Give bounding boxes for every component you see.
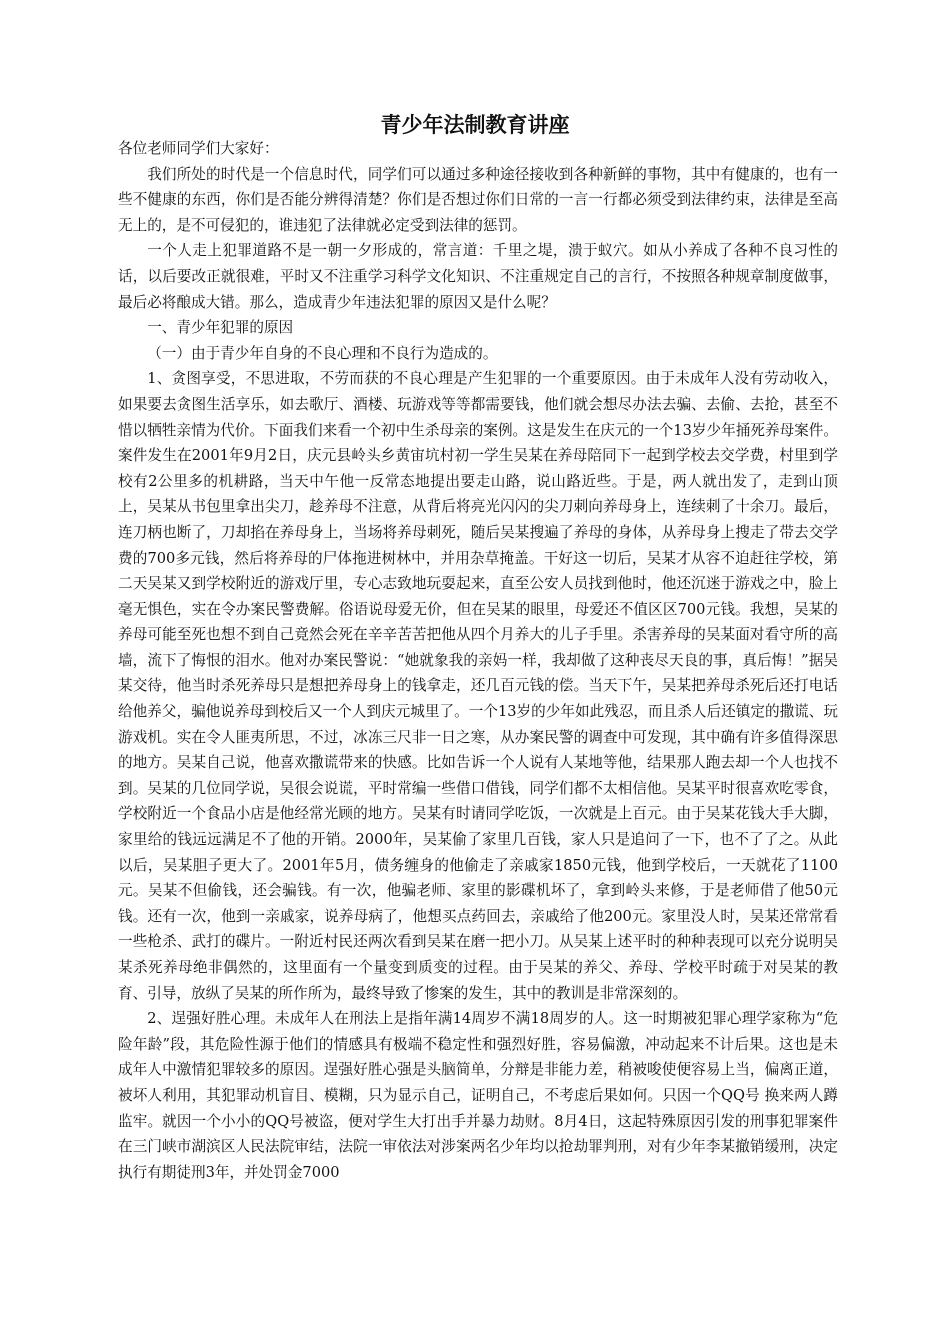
section-heading: 一、青少年犯罪的原因 [147,319,294,337]
subsection-heading: （一）由于青少年自身的不良心理和不良行为造成的。 [147,344,498,362]
paragraph-intro: 我们所处的时代是一个信息时代，同学们可以通过多种途径接收到各种新鲜的事物，其中有健康的，也有一些不健康的东西，你们是否能分辨得清楚？你们是否想过你们日常的一言一行都必须受到法律约束，法律是至高无上的，是不可侵犯的，谁违犯了法律就必定受到法律的惩罚。 [118,165,838,234]
document-title: 青少年法制教育讲座 [380,112,570,137]
document-body [118,136,838,1185]
paragraph-point-2: 2、逞强好胜心理。未成年人在刑法上是指年满14周岁不满18周岁的人。这一时期被犯罪心理学家称为“危险年龄”段，其危险性源于他们的情感具有极端不稳定性和强烈好胜，容易偏激，冲动起来不计后果。这也是未成年人中激情犯罪较多的原因。逞强好胜心强是头脑简单，分辩是非能力差，稍被唆使便容易上当，偏离正道，被坏人利用，其犯罪动机盲目、模糊，只为显示自己，证明自己，不考虑后果如何。只因一个QQ号 换来两人蹲监牢。就因一个小小的QQ号被盗，便对学生大打出手并暴力劫财。8月4日，这起特殊原因引发的刑事犯罪案件在三门峡市湖滨区人民法院审结，法院一审依法对涉案两名少年均以抢劫罪判刑，对有少年李某撤销缓刑，决定执行有期徒刑3年，并处罚金7000 [118,1010,838,1181]
paragraph-point-1: 1、贪图享受，不思进取，不劳而获的不良心理是产生犯罪的一个重要原因。由于未成年人没有劳动收入，如果要去贪图生活享乐，如去歌厅、酒楼、玩游戏等等都需要钱，他们就会想尽办法去骗、去偷、去抢，甚至不惜以牺牲亲情为代价。下面我们来看一个初中生杀母亲的案例。这是发生在庆元的一个13岁少年捅死养母案件。案件发生在2001年9月2日，庆元县岭头乡黄宙坑村初一学生吴某在养母陪同下一起到学校去交学费，村里到学校有2公里多的机耕路，当天中午他一反常态地提出要走山路，说山路近些。于是，两人就出发了，走到山顶上，吴某从书包里拿出尖刀，趁养母不注意，从背后将亮光闪闪的尖刀刺向养母身上，连续刺了十余刀。最后，连刀柄也断了，刀却掐在养母身上，当场将养母刺死，随后吴某搜遍了养母的身体，从养母身上搜走了带去交学费的700多元钱，然后将养母的尸体拖进树林中，并用杂草掩盖。干好这一切后，吴某才从容不迫赶往学校，第二天吴某又到学校附近的游戏厅里，专心志致地玩耍起来，直至公安人员找到他时，他还沉迷于游戏之中，脸上毫无惧色，实在令办案民警费解。俗语说母爱无价，但在吴某的眼里，母爱还不值区区700元钱。我想，吴某的养母可能至死也想不到自己竟然会死在辛辛苦苦把他从四个月养大的儿子手里。杀害养母的吴某面对看守所的高墙，流下了悔恨的泪水。他对办案民警说：“她就象我的亲妈一样，我却做了这种丧尽天良的事，真后悔！”据吴某交待，他当时杀死养母只是想把养母身上的钱拿走，还几百元钱的偿。当天下午，吴某把养母杀死后还打电话给他养父，骗他说养母到校后又一个人到庆元城里了。一个13岁的少年如此残忍，而且杀人后还镇定的撒谎、玩游戏机。实在令人匪夷所思，不过，冰冻三尺非一日之寒，从办案民警的调查中可发现，其中确有许多值得深思的地方。吴某自己说，他喜欢撒谎带来的快感。比如告诉一个人说有人某地等他，结果那人跑去却一个人也找不到。吴某的几位同学说，吴很会说谎，平时常编一些借口借钱，同学们都不太相信他。吴某平时很喜欢吃零食，学校附近一个食品小店是他经常光顾的地方。吴某有时请同学吃饭，一次就是上百元。由于吴某花钱大手大脚，家里给的钱远远满足不了他的开销。2000年，吴某偷了家里几百钱，家人只是追问了一下，也不了了之。从此以后，吴某胆子更大了。2001年5月，债务缠身的他偷走了亲戚家1850元钱，他到学校后，一天就花了1100元。吴某不但偷钱，还会骗钱。有一次，他骗老师、家里的影碟机坏了，拿到岭头来修，于是老师借了他50元钱。还有一次，他到一亲戚家，说养母病了，他想买点药回去，亲戚给了他200元。家里没人时，吴某还常常看一些枪杀、武打的碟片。一附近村民还两次看到吴某在磨一把小刀。从吴某上述平时的种种表现可以充分说明吴某杀死养母绝非偶然的，这里面有一个量变到质变的过程。由于吴某的养父、养母、学校平时疏于对吴某的教育、引导，放纵了吴某的所作所为，最终导致了惨案的发生，其中的教训是非常深刻的。 [118,370,838,1002]
paragraph-greeting: 各位老师同学们大家好： [118,140,279,157]
paragraph-intro-2: 一个人走上犯罪道路不是一朝一夕形成的，常言道：千里之堤，溃于蚁穴。如从小养成了各种不良习性的话，以后要改正就很难，平时又不注重学习科学文化知识、不注重规定自己的言行，不按照各种规章制度做事，最后必将酿成大错。那么，造成青少年违法犯罪的原因又是什么呢？ [118,242,838,311]
